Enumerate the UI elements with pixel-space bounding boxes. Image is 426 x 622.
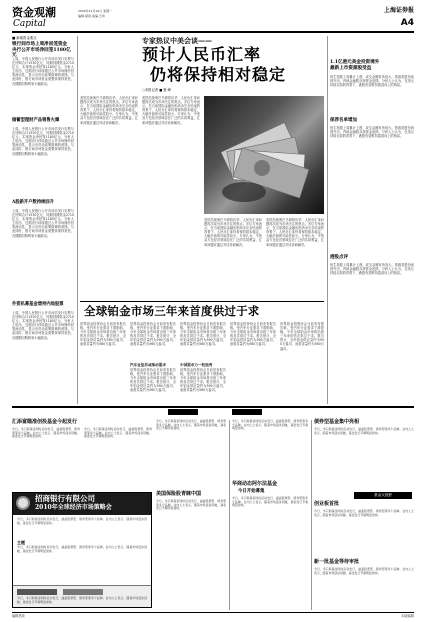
column-divider-left xyxy=(77,36,78,404)
platinum-body-col2a: 世界铂金投资协会日前发布报告称，受汽车行业需求下滑影响，今年全球铂金市场将出现三年来的首次供过于求。报告预计，全年铂金供应量约为590万盎司，而需求量约为560万盎司。 xyxy=(130,322,176,347)
platinum-body-col4: 世界铂金投资协会日前发布报告称，受汽车行业需求下滑影响，今年全球铂金市场将出现三年来的首次供过于求。报告预计，全年铂金供应量约为590万盎司，而需求量约为560万盎司。 xyxy=(230,322,276,347)
bottom-mid-block xyxy=(232,420,308,610)
left-headline-2: 央行公开市场净回笼1180亿元 xyxy=(12,48,71,59)
left-headline-5: 外资私募基金增持内地股票 xyxy=(12,302,64,307)
advert-intro: 今日，多只新基金同时启动发行，涵盖股票型、债券型等多个品种。业内人士表示，随着市场逐步回暖，基金发行节奏明显加快。 xyxy=(17,517,147,525)
right-headline-4: 港股点评 xyxy=(330,255,348,260)
left-headline-4: A股新开户数持续回升 xyxy=(12,200,55,205)
insurance-headline: 美国保险股青睐中国 xyxy=(156,491,202,497)
approval-headline: 新一批基金等待审批 xyxy=(314,559,360,565)
masthead-rule xyxy=(12,31,414,33)
left-tag: ■ 新闻资金要点 xyxy=(12,36,37,40)
right-headline-3: 保荐名单增加 xyxy=(330,118,357,123)
bottom-right-block xyxy=(314,420,414,610)
left-column xyxy=(12,36,74,404)
headline-kicker: 专家热议中美会谈—— xyxy=(142,36,212,45)
fund-body-1a: 今日，多只新基金同时启动发行，涵盖股票型、债券型等多个品种。业内人士表示，随着市场逐步回暖，基金发行节奏明显加快。 xyxy=(12,427,80,439)
bond-fund-body: 今日，多只新基金同时启动发行，涵盖股票型、债券型等多个品种。业内人士表示，随着市场逐步回暖，基金发行节奏明显加快。 xyxy=(314,427,414,435)
advert-list: 今日，多只新基金同时启动发行，涵盖股票型、债券型等多个品种。业内人士表示，随着市场逐步回暖，基金发行节奏明显加快。 xyxy=(17,545,147,553)
left-body-1: 上周，中国人民银行公开市场共发行央票与正回购合计1530亿元，同期到期资金2710亿元，实现资金净回笼1180亿元。分析人士指出，近期央行持续通过公开市场操作回笼流动性，显示出货币政策微调的意图。与此同时，银行间市场资金面整体保持宽松，各期限回购利率小幅波动。 xyxy=(12,57,74,86)
main-headline-line2: 仍将保持相对稳定 xyxy=(150,65,287,84)
main-byline: ○本报记者 ■ 夏 峰 xyxy=(142,88,171,92)
advert-contact: 今日，多只新基金同时启动发行，涵盖股票型、债券型等多个品种。业内人士表示，随着市场逐步回暖，基金发行节奏明显加快。 xyxy=(17,596,147,604)
platinum-body-col5: 世界铂金投资协会日前发布报告称，受汽车行业需求下滑影响，今年全球铂金市场将出现三年来的首次供过于求。报告预计，全年铂金供应量约为590万盎司，而需求量约为560万盎司。 xyxy=(280,322,324,351)
section-divider xyxy=(12,406,414,408)
platinum-mid xyxy=(130,322,176,402)
fund-headline-1: 汇添富瞄准创投基金今起发行 xyxy=(12,419,78,425)
alpha-fund-body: 今日，多只新基金同时启动发行，涵盖股票型、债券型等多个品种。业内人士表示，随着市场逐步回暖，基金发行节奏明显加快。 xyxy=(232,496,308,508)
advert-header xyxy=(13,493,151,515)
divider-tag-left xyxy=(168,409,198,415)
platinum-headline: 全球铂金市场三年来首度供过于求 xyxy=(84,304,260,318)
main-story xyxy=(80,36,324,300)
column-divider-right xyxy=(327,36,328,404)
section-title: 资金观潮 xyxy=(12,6,56,19)
platinum-body-col1: 世界铂金投资协会日前发布报告称，受汽车行业需求下滑影响，今年全球铂金市场将出现三年来的首次供过于求。报告预计，全年铂金供应量约为590万盎司，而需求量约为560万盎司。 xyxy=(80,322,126,347)
platinum-mid2 xyxy=(180,322,226,402)
mid-body-top: 今日，多只新基金同时启动发行，涵盖股票型、债券型等多个品种。业内人士表示，随着市场逐步回暖，基金发行节奏明显加快。 xyxy=(232,419,308,431)
section-subtitle: Capital xyxy=(13,19,46,29)
right-body-1: 恒生指数上周累计上涨，成交金额有所放大。资源类股份表现突出，内地金融股亦获资金追捧。分析人士认为，在美元持续走弱的背景下，港股有望维持震荡向上的格局。 xyxy=(330,75,414,88)
bond-fund-headline: 债券型基金集中亮相 xyxy=(314,419,360,425)
platinum-body-col3b: 世界铂金投资协会日前发布报告称，受汽车行业需求下滑影响，今年全球铂金市场将出现三年来的首次供过于求。报告预计，全年铂金供应量约为590万盎司，而需求量约为560万盎司。 xyxy=(180,368,226,393)
platinum-body-col2b: 世界铂金投资协会日前发布报告称，受汽车行业需求下滑影响，今年全球铂金市场将出现三年来的首次供过于求。报告预计，全年铂金供应量约为590万盎司，而需求量约为560万盎司。 xyxy=(130,368,176,393)
issue-date: 2009年11月16日 星期一 xyxy=(78,9,113,13)
advert-logo-strip-2 xyxy=(63,589,103,595)
advert-footer-bar xyxy=(13,585,151,607)
money-photo xyxy=(204,96,324,214)
issue-editors: 编辑:郝雨 美编:王玮 xyxy=(78,14,105,18)
page-number: A4 xyxy=(400,18,414,28)
platinum-subhead-1: 汽车业复苏或推动需求 xyxy=(130,363,166,367)
fund-body-1c: 今日，多只新基金同时启动发行，涵盖股票型、债券型等多个品种。业内人士表示，随着市场逐步回暖，基金发行节奏明显加快。 xyxy=(156,419,226,431)
main-body-col1: 美国总统奥巴马即将访华，人民币汇率问题再次成为市场关注的焦点。多位专家表示，在当前国际金融危机尚未完全结束的背景下，人民币汇率仍将保持基本稳定，大幅升值的可能性较小。专家认为，中美双方在经济领域存在广泛的共同利益，汇率问题应通过对话协商解决。 xyxy=(80,96,138,125)
right-body-2: 恒生指数上周累计上涨，成交金额有所放大。资源类股份表现突出，内地金融股亦获资金追捧。分析人士认为，在美元持续走弱的背景下，港股有望维持震荡向上的格局。 xyxy=(330,126,414,139)
masthead-bar xyxy=(12,6,414,30)
main-headline-line1: 预计人民币汇率 xyxy=(142,45,262,64)
left-headline-1: 银行间市场上周净回笼资金 xyxy=(12,42,68,47)
right-column xyxy=(330,36,414,404)
advert-logo-strip xyxy=(17,589,57,595)
advert-list-label: 主题 xyxy=(17,540,25,545)
fund-column-tag xyxy=(354,492,412,499)
platinum-subhead-2: 中国需求力一枝独秀 xyxy=(180,363,213,367)
advert-title: 招商银行有限公司 xyxy=(35,494,95,503)
band-top-rule xyxy=(80,301,324,302)
left-headline-3: 储蓄型理财产品销售火爆 xyxy=(12,118,60,123)
advert-logo-icon xyxy=(16,496,30,510)
left-body-3: 上周，中国人民银行公开市场共发行央票与正回购合计1530亿元，同期到期资金2710亿元，实现资金净回笼1180亿元。分析人士指出，近期央行持续通过公开市场操作回笼流动性，显示出货币政策微调的意图。与此同时，银行间市场资金面整体保持宽松，各期限回购利率小幅波动。 xyxy=(12,209,74,238)
right-headline-1: 1.1亿港元美金投资境外 xyxy=(330,60,380,65)
gem-headline: 创业板首批 xyxy=(314,501,340,507)
main-body-col2: 美国总统奥巴马即将访华，人民币汇率问题再次成为市场关注的焦点。多位专家表示，在当前国际金融危机尚未完全结束的背景下，人民币汇率仍将保持基本稳定，大幅升值的可能性较小。专家认为，中美双方在经济领域存在广泛的共同利益，汇率问题应通过对话协商解决。 xyxy=(142,96,200,125)
gem-body: 今日，多只新基金同时启动发行，涵盖股票型、债券型等多个品种。业内人士表示，随着市场逐步回暖，基金发行节奏明显加快。 xyxy=(314,509,414,517)
fund-body-1b: 今日，多只新基金同时启动发行，涵盖股票型、债券型等多个品种。业内人士表示，随着市场逐步回暖，基金发行节奏明显加快。 xyxy=(84,427,152,439)
left-body-4: 上周，中国人民银行公开市场共发行央票与正回购合计1530亿元，同期到期资金2710亿元，实现资金净回笼1180亿元。分析人士指出，近期央行持续通过公开市场操作回笼流动性，显示出货币政策微调的意图。与此同时，银行间市场资金面整体保持宽松，各期限回购利率小幅波动。 xyxy=(12,311,74,340)
approval-body: 今日，多只新基金同时启动发行，涵盖股票型、债券型等多个品种。业内人士表示，随着市场逐步回暖，基金发行节奏明显加快。 xyxy=(314,567,414,575)
main-body-col4: 美国总统奥巴马即将访华，人民币汇率问题再次成为市场关注的焦点。多位专家表示，在当前国际金融危机尚未完全结束的背景下，人民币汇率仍将保持基本稳定，大幅升值的可能性较小。专家认为，中美双方在经济领域存在广泛的共同利益，汇率问题应通过对话协商解决。 xyxy=(266,218,324,247)
advert-subtitle: 2010年全球经济市场策略会 xyxy=(35,504,112,511)
footer-left: 编辑热线 xyxy=(12,614,25,618)
main-body-col3: 美国总统奥巴马即将访华，人民币汇率问题再次成为市场关注的焦点。多位专家表示，在当前国际金融危机尚未完全结束的背景下，人民币汇率仍将保持基本稳定，大幅升值的可能性较小。专家认为，中美双方在经济领域存在广泛的共同利益，汇率问题应通过对话协商解决。 xyxy=(204,218,262,247)
advert-box xyxy=(12,492,152,608)
bottom-left-block xyxy=(12,420,226,610)
left-body-2: 上周，中国人民银行公开市场共发行央票与正回购合计1530亿元，同期到期资金2710亿元，实现资金净回笼1180亿元。分析人士指出，近期央行持续通过公开市场操作回笼流动性，显示出货币政策微调的意图。与此同时，银行间市场资金面整体保持宽松，各期限回购利率小幅波动。 xyxy=(12,127,74,156)
banknote-fan-image xyxy=(204,96,324,214)
right-body-3: 恒生指数上周累计上涨，成交金额有所放大。资源类股份表现突出，内地金融股亦获资金追捧。分析人士认为，在美元持续走弱的背景下，港股有望维持震荡向上的格局。 xyxy=(330,263,414,276)
bottom-divider-1 xyxy=(229,420,230,610)
footer-rule xyxy=(12,612,414,613)
fund-column-tag-label: 基金大视野 xyxy=(374,493,392,497)
right-headline-2: 最新上市资源股受益 xyxy=(330,66,372,71)
platinum-body-col3a: 世界铂金投资协会日前发布报告称，受汽车行业需求下滑影响，今年全球铂金市场将出现三年来的首次供过于求。报告预计，全年铂金供应量约为590万盎司，而需求量约为560万盎司。 xyxy=(180,322,226,347)
bottom-divider-2 xyxy=(311,420,312,610)
insurance-body: 今日，多只新基金同时启动发行，涵盖股票型、债券型等多个品种。业内人士表示，随着市场逐步回暖，基金发行节奏明显加快。 xyxy=(156,499,226,511)
footer-right: 本版编辑 xyxy=(401,614,414,618)
alpha-fund-headline: 华商动态阿尔法基金 xyxy=(232,481,278,487)
paper-brand: 上海证券报 xyxy=(383,7,414,14)
alpha-fund-subhead: 今日开始募集 xyxy=(238,489,265,494)
divider-tag-right xyxy=(232,409,262,415)
